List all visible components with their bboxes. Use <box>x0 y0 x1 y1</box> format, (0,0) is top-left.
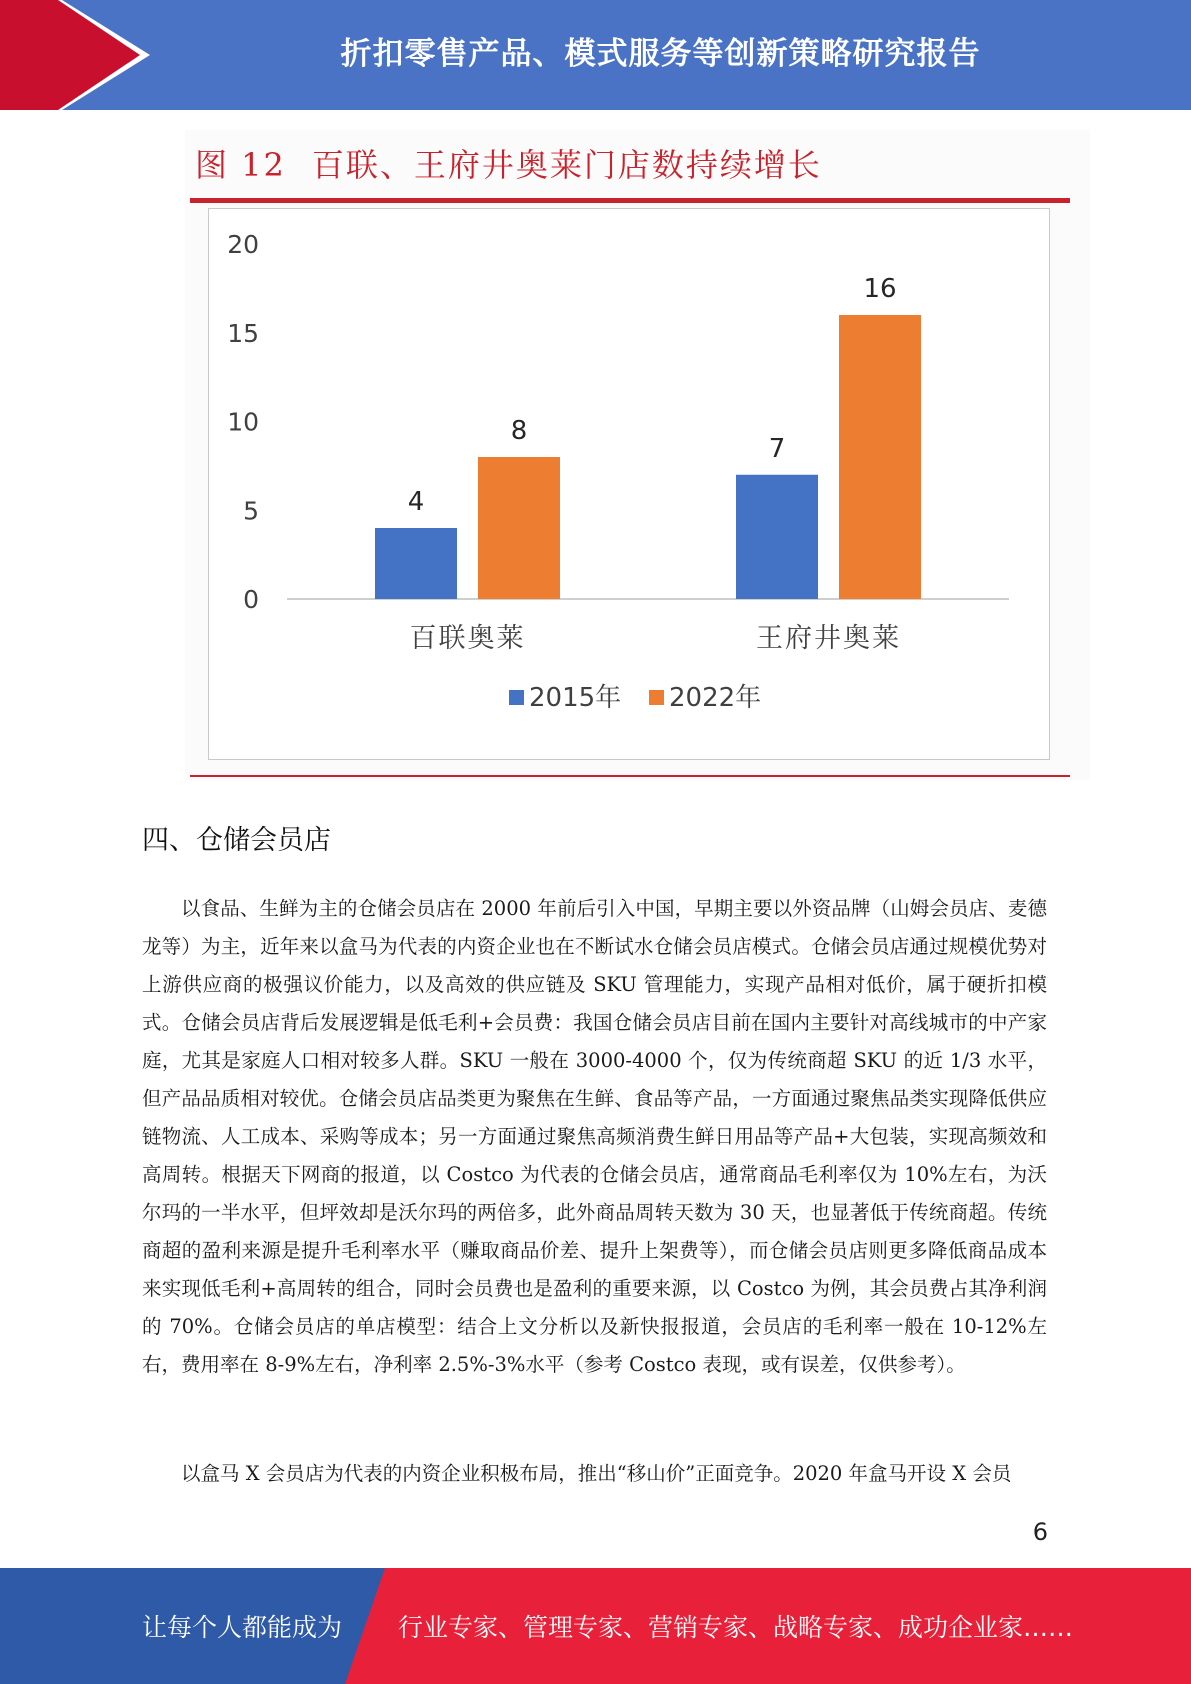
y-tick-label: 20 <box>227 230 259 259</box>
body-paragraph: 以盒马 X 会员店为代表的内资企业积极布局，推出“移山价”正面竞争。2020 年盒马开设 X 会员 <box>181 1462 1012 1485</box>
report-title: 折扣零售产品、模式服务等创新策略研究报告 <box>340 35 981 72</box>
x-tick-label: 百联奥莱 <box>409 623 526 654</box>
data-label: 4 <box>407 487 425 517</box>
footer-banner <box>0 1568 1191 1684</box>
section-heading: 四、仓储会员店 <box>142 825 331 856</box>
figure-caption <box>195 140 822 184</box>
y-tick-label: 0 <box>243 585 259 614</box>
figure-number: 图 12 <box>195 146 286 184</box>
footer-slogan-right: 行业专家、管理专家、营销专家、战略专家、成功企业家…… <box>398 1613 1074 1642</box>
figure-title-text: 百联、王府井奥莱门店数持续增长 <box>311 146 822 184</box>
bar <box>478 457 560 599</box>
legend-swatch <box>649 690 664 705</box>
bar <box>839 315 921 599</box>
y-tick-label: 10 <box>227 407 259 437</box>
chart-frame <box>208 208 1050 760</box>
figure-top-rule <box>190 198 1070 203</box>
figure-12 <box>185 130 1090 780</box>
header-bar <box>0 0 1191 110</box>
y-tick-label: 15 <box>227 318 259 348</box>
bar <box>736 475 818 599</box>
header-chevron-decoration <box>0 0 160 110</box>
y-tick-label: 5 <box>243 496 259 526</box>
x-tick-label: 王府井奥莱 <box>756 623 901 654</box>
bar <box>375 528 457 599</box>
data-label: 7 <box>768 433 786 464</box>
bar-chart <box>209 209 1049 759</box>
data-label: 16 <box>863 274 897 304</box>
page-number: 6 <box>1032 1518 1048 1546</box>
figure-bottom-rule <box>190 775 1070 777</box>
footer-slogan-left: 让每个人都能成为 <box>142 1613 343 1642</box>
body-paragraph: 以食品、生鲜为主的仓储会员店在 2000 年前后引入中国，早期主要以外资品牌（山姆会员店、麦德龙等）为主，近年来以盒马为代表的内资企业也在不断试水仓储会员店模式。仓储会员店通过规模优势对上游供应商的极强议价能力，以及高效的供应链及 SKU 管理能力，实现产品相对低价，属于硬折扣模式。仓储会员店背后发展逻辑是低毛利+会员费：我国仓储会员店目前在国内主要针对高线城市的中产家庭，尤其是家庭人口相对较多人群。SKU 一般在 3000-4000 个，仅为传统商超 SKU 的近 1/3 水平，但产品品质相对较优。仓储会员店品类更为聚焦在生鲜、食品等产品，一方面通过聚焦品类实现降低供应链物流、人工成本、采购等成本；另一方面通过聚焦高频消费生鲜日用品等产品+大包装，实现高频效和高周转。根据天下网商的报道，以 Costco 为代表的仓储会员店，通常商品毛利率仅为 10%左右，为沃尔玛的一半水平，但坪效却是沃尔玛的两倍多，此外商品周转天数为 30 天，也显著低于传统商超。传统商超的盈利来源是提升毛利率水平（赚取商品价差、提升上架费等），而仓储会员店则更多降低商品成本来实现低毛利+高周转的组合，同时会员费也是盈利的重要来源，以 Costco 为例，其会员费占其净利润的 70%。仓储会员店的单店模型：结合上文分析以及新快报报道，会员店的毛利率一般在 10-12%左右，费用率在 8-9%左右，净利率 2.5%-3%水平（参考 Costco 表现，或有误差，仅供参考）。 <box>142 897 1047 1376</box>
legend-label: 2022年 <box>669 683 762 713</box>
legend-swatch <box>509 690 524 705</box>
legend-label: 2015年 <box>529 683 622 713</box>
data-label: 8 <box>510 416 528 446</box>
